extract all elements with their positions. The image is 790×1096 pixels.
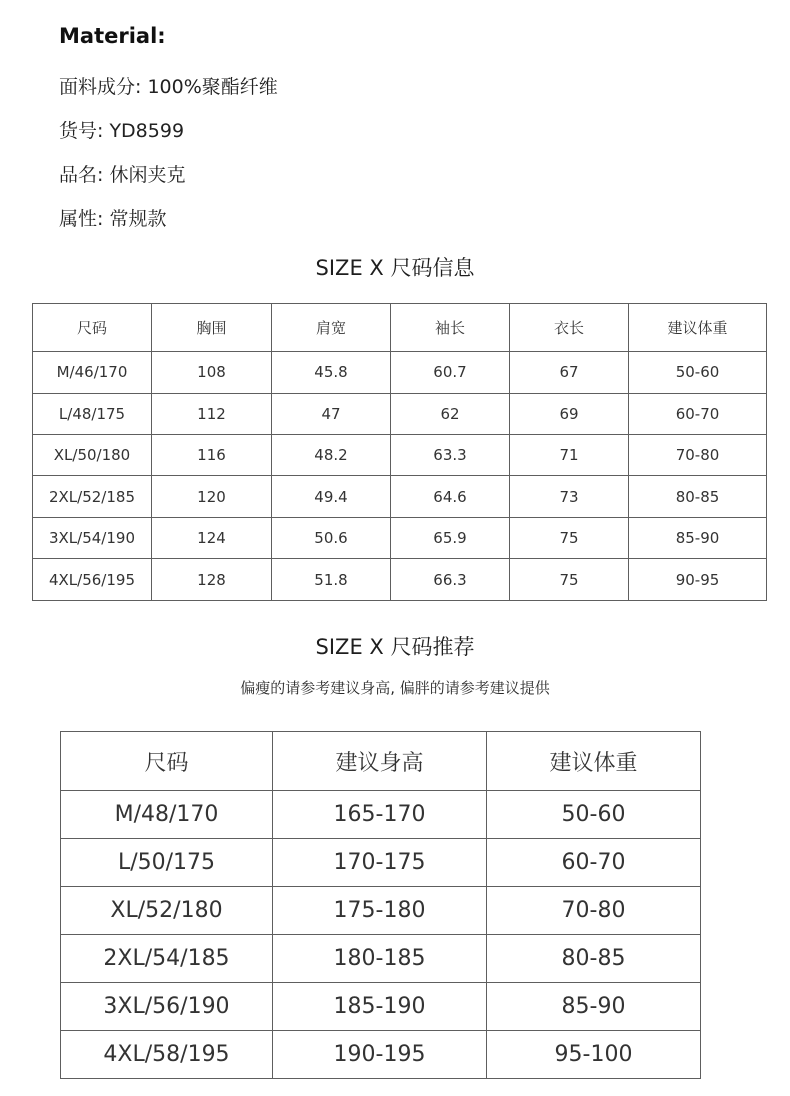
table-cell: M/46/170 <box>33 352 152 393</box>
table-row <box>33 435 767 476</box>
table-cell: 50.6 <box>272 517 391 558</box>
table-row <box>61 1030 701 1078</box>
table-header-row <box>61 732 701 791</box>
table-cell: 185-190 <box>273 983 487 1031</box>
table-cell: 95-100 <box>487 1030 701 1078</box>
table-cell: 69 <box>510 393 629 434</box>
table-cell: 73 <box>510 476 629 517</box>
table-cell: 70-80 <box>629 435 767 476</box>
table-cell: 50-60 <box>487 791 701 839</box>
table-cell: 67 <box>510 352 629 393</box>
product-attribute: 属性: 常规款 <box>59 208 167 230</box>
table-cell: 90-95 <box>629 559 767 601</box>
table-cell: 62 <box>391 393 510 434</box>
header-cell-size: 尺码 <box>33 304 152 352</box>
header-cell-height: 建议身高 <box>273 732 487 791</box>
header-cell-size: 尺码 <box>61 732 273 791</box>
table-cell: XL/50/180 <box>33 435 152 476</box>
header-cell-shoulder: 肩宽 <box>272 304 391 352</box>
table-cell: 85-90 <box>487 983 701 1031</box>
table-cell: 112 <box>152 393 272 434</box>
table-cell: M/48/170 <box>61 791 273 839</box>
table-cell: 120 <box>152 476 272 517</box>
table-row <box>33 393 767 434</box>
item-number: 货号: YD8599 <box>59 120 185 142</box>
table-cell: 45.8 <box>272 352 391 393</box>
table-cell: 75 <box>510 559 629 601</box>
table-cell: 75 <box>510 517 629 558</box>
table-cell: 80-85 <box>629 476 767 517</box>
table-cell: 48.2 <box>272 435 391 476</box>
table-cell: 190-195 <box>273 1030 487 1078</box>
table-row <box>33 559 767 601</box>
table-row <box>61 791 701 839</box>
table-cell: 175-180 <box>273 887 487 935</box>
size-recommend-table <box>60 731 701 1079</box>
table-row <box>33 352 767 393</box>
table-cell: 2XL/54/185 <box>61 935 273 983</box>
table-cell: 124 <box>152 517 272 558</box>
table-cell: 80-85 <box>487 935 701 983</box>
table-row <box>61 887 701 935</box>
table-cell: 4XL/58/195 <box>61 1030 273 1078</box>
fabric-composition: 面料成分: 100%聚酯纤维 <box>59 76 278 98</box>
table-row <box>33 517 767 558</box>
table-cell: 4XL/56/195 <box>33 559 152 601</box>
size-recommend-subtitle: 偏瘦的请参考建议身高, 偏胖的请参考建议提供 <box>240 679 550 697</box>
size-info-title: SIZE X 尺码信息 <box>315 256 475 280</box>
table-row <box>61 983 701 1031</box>
table-cell: 50-60 <box>629 352 767 393</box>
header-cell-chest: 胸围 <box>152 304 272 352</box>
header-cell-sleeve: 袖长 <box>391 304 510 352</box>
table-cell: L/50/175 <box>61 839 273 887</box>
table-cell: 64.6 <box>391 476 510 517</box>
table-cell: 49.4 <box>272 476 391 517</box>
table-cell: 65.9 <box>391 517 510 558</box>
header-cell-weight: 建议体重 <box>629 304 767 352</box>
table-cell: 165-170 <box>273 791 487 839</box>
table-cell: 3XL/54/190 <box>33 517 152 558</box>
table-cell: 71 <box>510 435 629 476</box>
table-cell: 116 <box>152 435 272 476</box>
table-cell: 128 <box>152 559 272 601</box>
table-header-row <box>33 304 767 352</box>
table-row <box>33 476 767 517</box>
header-cell-length: 衣长 <box>510 304 629 352</box>
table-cell: 108 <box>152 352 272 393</box>
table-cell: 66.3 <box>391 559 510 601</box>
table-cell: 60-70 <box>629 393 767 434</box>
table-cell: 47 <box>272 393 391 434</box>
table-row <box>61 839 701 887</box>
table-cell: 60-70 <box>487 839 701 887</box>
table-cell: 3XL/56/190 <box>61 983 273 1031</box>
table-cell: 70-80 <box>487 887 701 935</box>
material-heading: Material: <box>59 24 166 48</box>
table-cell: 85-90 <box>629 517 767 558</box>
size-recommend-title: SIZE X 尺码推荐 <box>315 635 475 659</box>
table-cell: 63.3 <box>391 435 510 476</box>
product-name: 品名: 休闲夹克 <box>59 164 186 186</box>
table-cell: XL/52/180 <box>61 887 273 935</box>
table-cell: 60.7 <box>391 352 510 393</box>
table-cell: 180-185 <box>273 935 487 983</box>
table-cell: 2XL/52/185 <box>33 476 152 517</box>
table-row <box>61 935 701 983</box>
table-cell: L/48/175 <box>33 393 152 434</box>
size-info-table <box>32 303 767 601</box>
header-cell-weight: 建议体重 <box>487 732 701 791</box>
table-cell: 51.8 <box>272 559 391 601</box>
table-cell: 170-175 <box>273 839 487 887</box>
